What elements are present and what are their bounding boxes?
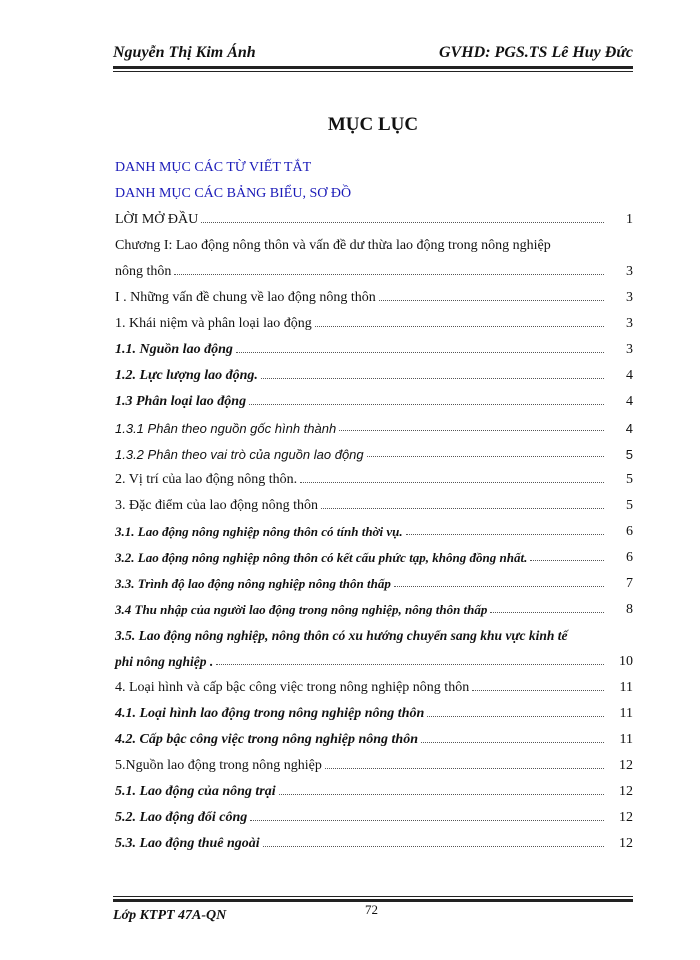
dot-leader — [263, 846, 604, 847]
dot-leader — [379, 300, 604, 301]
toc-page-number: 7 — [626, 576, 633, 591]
toc-entry-text: phi nông nghiệp . — [115, 654, 214, 669]
toc-entry — [115, 154, 633, 176]
toc-entry — [115, 752, 633, 774]
toc-entry-text: 1. Khái niệm và phân loại lao động — [115, 316, 312, 331]
toc-entry-text: 1.3.2 Phân theo vai trò của nguồn lao động — [115, 447, 364, 462]
toc-entry — [115, 206, 633, 228]
dot-leader — [367, 456, 604, 457]
dot-leader — [490, 612, 604, 613]
toc-entry — [115, 232, 633, 254]
toc-entry-text: 3.3. Trình độ lao động nông nghiệp nông thôn thấp — [115, 576, 391, 591]
footer-rule-thin — [113, 896, 633, 897]
toc-page-number: 4 — [626, 368, 633, 383]
toc-page-number: 5 — [625, 447, 633, 462]
toc-entry — [115, 388, 633, 410]
toc-page-number: 6 — [626, 524, 633, 539]
toc-entry — [115, 466, 633, 488]
toc-page-number: 12 — [619, 758, 633, 773]
toc-entry-text: 3.5. Lao động nông nghiệp, nông thôn có xu hướng chuyển sang khu vực kinh tế — [115, 628, 568, 643]
toc-entry-text: 4.2. Cấp bậc công việc trong nông nghiệp nông thôn — [115, 732, 418, 747]
toc-page-number: 11 — [619, 732, 633, 747]
toc-page-number: 3 — [626, 342, 633, 357]
dot-leader — [236, 352, 604, 353]
toc-entry-text: Chương I: Lao động nông thôn và vấn đề dư thừa lao động trong nông nghiệp — [115, 238, 551, 253]
toc-page-number: 11 — [619, 680, 633, 695]
toc-entry — [115, 544, 633, 566]
toc-entry — [115, 570, 633, 592]
toc-page-number: 5 — [626, 472, 633, 487]
footer-page-number: 72 — [365, 902, 378, 917]
page-header — [113, 40, 633, 62]
dot-leader — [300, 482, 604, 483]
dot-leader — [250, 820, 604, 821]
toc-entry — [115, 648, 633, 670]
toc-entry-text: 3.2. Lao động nông nghiệp nông thôn có kết cấu phức tạp, không đồng nhất. — [115, 550, 528, 565]
toc-page-number: 10 — [619, 654, 633, 669]
dot-leader — [421, 742, 604, 743]
toc-entry-text: 3. Đặc điểm của lao động nông thôn — [115, 498, 318, 513]
toc-page-number: 3 — [626, 316, 633, 331]
toc-page-number: 12 — [619, 836, 633, 851]
toc-entry-text: 4.1. Loại hình lao động trong nông nghiệp nông thôn — [115, 706, 425, 721]
dot-leader — [321, 508, 604, 509]
toc-page-number: 4 — [625, 421, 633, 436]
dot-leader — [249, 404, 604, 405]
toc-entry-text: 2. Vị trí của lao động nông thôn. — [115, 472, 298, 487]
toc-entry-text: I . Những vấn đề chung về lao động nông thôn — [115, 290, 376, 305]
toc-entry — [115, 518, 633, 540]
header-supervisor: GVHD: PGS.TS Lê Huy Đức — [438, 44, 633, 61]
toc-entry — [115, 674, 633, 696]
toc-entry-text: 5.1. Lao động của nông trại — [115, 784, 276, 799]
toc-entry — [115, 596, 633, 618]
toc-page-number: 11 — [619, 706, 633, 721]
header-rule-thick — [113, 66, 633, 69]
toc-entry-text: 5.3. Lao động thuê ngoài — [115, 836, 260, 851]
page-title: MỤC LỤC — [327, 114, 419, 135]
toc-entry-text: 1.3 Phân loại lao động — [115, 394, 247, 409]
toc-entry-text: 1.2. Lực lượng lao động. — [115, 368, 258, 383]
toc-entry — [115, 622, 633, 644]
toc-page-number: 12 — [619, 810, 633, 825]
toc-entry — [115, 362, 633, 384]
toc-entry — [115, 180, 633, 202]
toc-entry-text: 3.4 Thu nhập của người lao động trong nông nghiệp, nông thôn thấp — [115, 602, 488, 617]
dot-leader — [325, 768, 604, 769]
toc-entry — [115, 830, 633, 852]
toc-entry-text: DANH MỤC CÁC TỪ VIẾT TẮT — [115, 160, 312, 175]
toc-page-number: 6 — [626, 550, 633, 565]
toc-page-number: 1 — [626, 212, 633, 227]
toc-entry — [115, 492, 633, 514]
toc-entry-text: 5.Nguồn lao động trong nông nghiệp — [115, 758, 322, 773]
dot-leader — [216, 664, 604, 665]
toc-page-number: 3 — [626, 264, 633, 279]
header-rule-thin — [113, 71, 633, 72]
toc-entry — [115, 726, 633, 748]
toc-page-number: 12 — [619, 784, 633, 799]
toc-entry — [115, 310, 633, 332]
toc-entry-text: 1.1. Nguồn lao động — [115, 342, 233, 357]
toc-page-number: 5 — [626, 498, 633, 513]
toc-entry-text: 3.1. Lao động nông nghiệp nông thôn có tính thời vụ. — [115, 524, 403, 539]
toc-entry — [115, 258, 633, 280]
dot-leader — [201, 222, 604, 223]
dot-leader — [427, 716, 604, 717]
toc-page-number: 8 — [626, 602, 633, 617]
toc-page-number: 4 — [626, 394, 633, 409]
toc-entry — [115, 414, 633, 436]
toc-entry — [115, 778, 633, 800]
dot-leader — [279, 794, 604, 795]
toc-entry — [115, 804, 633, 826]
toc-entry-text: DANH MỤC CÁC BẢNG BIỂU, SƠ ĐỒ — [115, 186, 352, 201]
toc-entry — [115, 336, 633, 358]
dot-leader — [261, 378, 604, 379]
dot-leader — [472, 690, 604, 691]
toc-entry — [115, 700, 633, 722]
toc-entry-text: 4. Loại hình và cấp bậc công việc trong nông nghiệp nông thôn — [115, 680, 470, 695]
toc-entry-text: 5.2. Lao động đổi công — [115, 810, 248, 825]
toc-entry-text: 1.3.1 Phân theo nguồn gốc hình thành — [115, 421, 337, 436]
dot-leader — [315, 326, 604, 327]
toc-entry — [115, 440, 633, 462]
toc-entry — [115, 284, 633, 306]
footer-class-label: Lớp KTPT 47A-QN — [113, 908, 227, 923]
toc-entry-text: LỜI MỞ ĐẦU — [115, 212, 199, 227]
toc-entry-text: nông thôn — [115, 264, 172, 279]
page-footer — [113, 904, 633, 926]
header-author: Nguyễn Thị Kim Ánh — [113, 44, 256, 61]
toc-page-number: 3 — [626, 290, 633, 305]
dot-leader — [394, 586, 604, 587]
dot-leader — [174, 274, 604, 275]
dot-leader — [530, 560, 604, 561]
dot-leader — [339, 430, 604, 431]
dot-leader — [406, 534, 604, 535]
